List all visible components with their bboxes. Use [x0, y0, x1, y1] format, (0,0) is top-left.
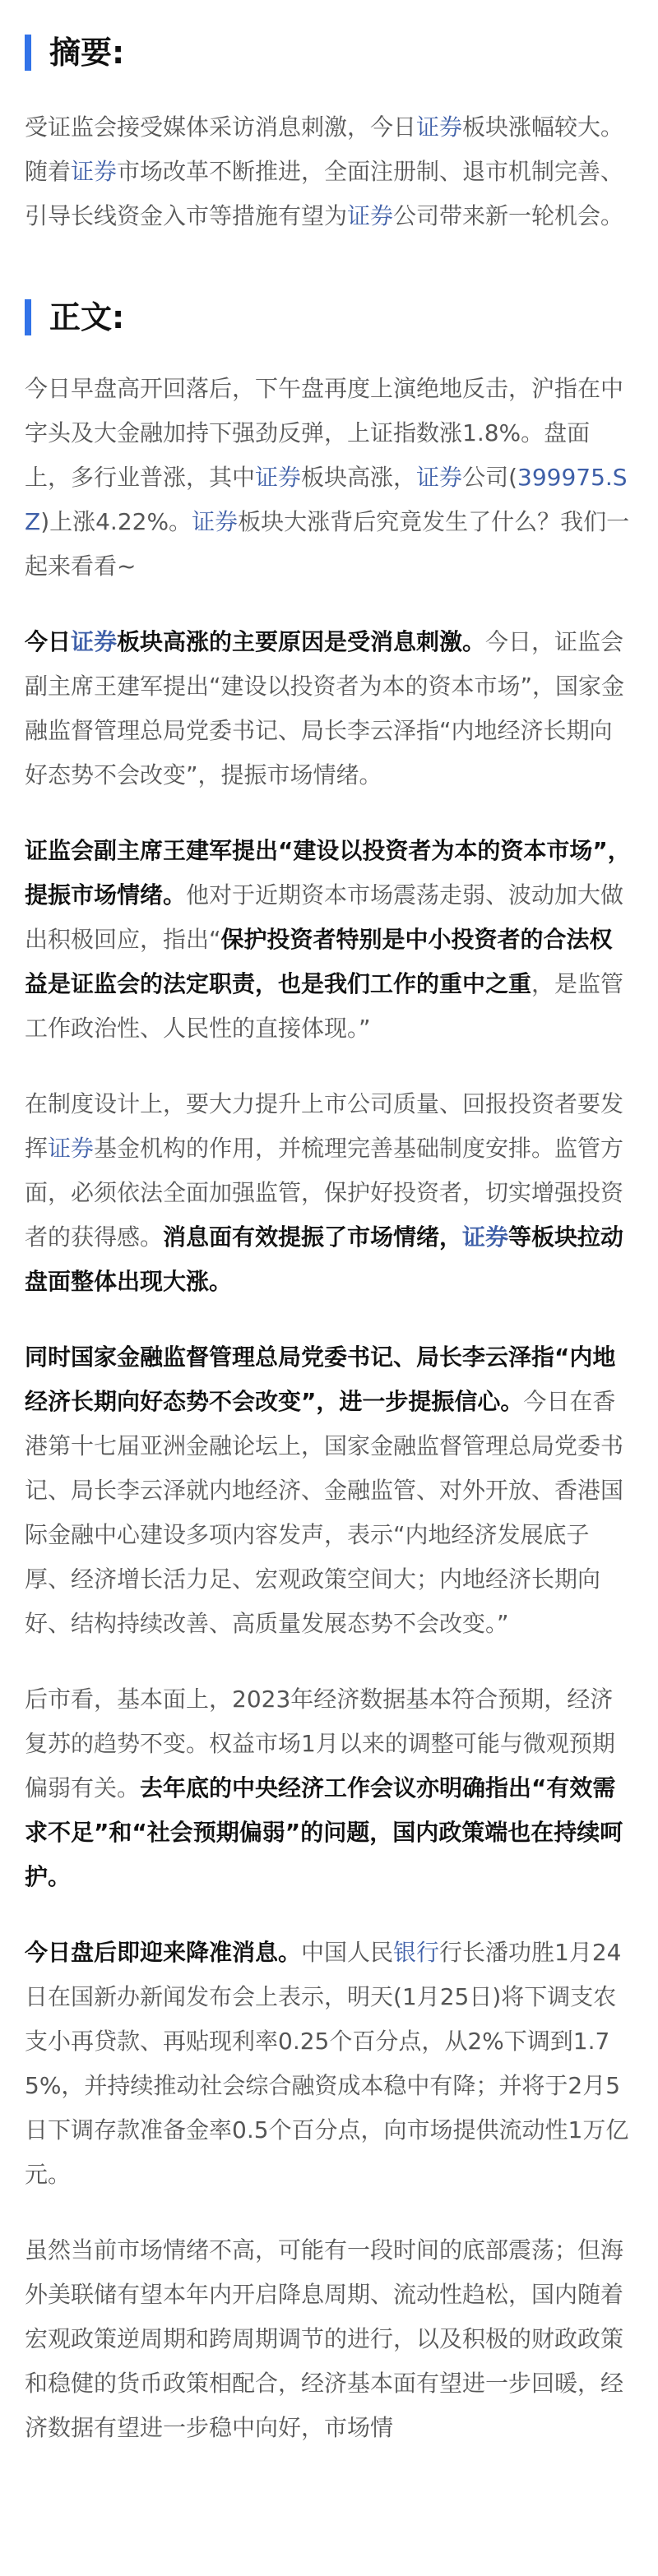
heading-accent-bar: [25, 299, 31, 335]
body-paragraph-8: 虽然当前市场情绪不高，可能有一段时间的底部震荡；但海外美联储有望本年内开启降息周期、流动性趋松，国内随着宏观政策逆周期和跨周期调节的进行，以及积极的财政政策和稳健的货币政策相配合，经济基本面有望进一步回暖，经济数据有望进一步稳中向好，市场情: [25, 2236, 624, 2441]
summary-title: 摘要:: [49, 35, 125, 71]
body-paragraph-7: 今日盘后即迎来降准消息。中国人民银行行长潘功胜1月24日在国新办新闻发布会上表示，明天(1月25日)将下调支农支小再贷款、再贴现利率0.25个百分点，从2%下调到1.75%，并持续推动社会综合融资成本稳中有降；并将于2月5日下调存款准备金率0.5个百分点，向市场提供流动性1万亿元。: [25, 1939, 629, 2188]
keyword-link[interactable]: 证券: [255, 464, 302, 491]
keyword-link[interactable]: 证券: [416, 113, 463, 141]
stock-code-link[interactable]: 399975.SZ: [25, 464, 628, 535]
keyword-link[interactable]: 证券: [347, 202, 394, 229]
keyword-link[interactable]: 证券: [416, 464, 463, 491]
body-heading: [25, 299, 633, 335]
keyword-link[interactable]: 证券: [48, 1135, 95, 1162]
keyword-link[interactable]: 证券: [71, 158, 118, 185]
keyword-link[interactable]: 证券: [192, 508, 239, 535]
summary-heading: [25, 0, 633, 71]
keyword-link[interactable]: 证券: [462, 1223, 509, 1251]
keyword-link[interactable]: 证券: [71, 628, 118, 655]
body-paragraph-4: 在制度设计上，要大力提升上市公司质量、回报投资者要发挥证券基金机构的作用，并梳理完善基础制度安排。监管方面，必须依法全面加强监管，保护好投资者，切实增强投资者的获得感。消息面有效提振了市场情绪，证券等板块拉动盘面整体出现大涨。: [25, 1090, 624, 1295]
summary-paragraph: 受证监会接受媒体采访消息刺激，今日证券板块涨幅较大。随着证券市场改革不断推进，全面注册制、退市机制完善、引导长线资金入市等措施有望为证券公司带来新一轮机会。: [25, 113, 624, 229]
body-paragraph-5: 同时国家金融监督管理总局党委书记、局长李云泽指“内地经济长期向好态势不会改变”，进一步提振信心。今日在香港第十七届亚洲金融论坛上，国家金融监督管理总局党委书记、局长李云泽就内地经济、金融监管、对外开放、香港国际金融中心建设多项内容发声，表示“内地经济发展底子厚、经济增长活力足、宏观政策空间大；内地经济长期向好、结构持续改善、高质量发展态势不会改变。”: [25, 1343, 624, 1637]
keyword-link[interactable]: 银行: [393, 1939, 440, 1966]
heading-accent-bar: [25, 35, 31, 71]
body-paragraph-3: 证监会副主席王建军提出“建设以投资者为本的资本市场”，提振市场情绪。他对于近期资本市场震荡走弱、波动加大做出积极回应，指出“保护投资者特别是中小投资者的合法权益是证监会的法定职责，也是我们工作的重中之重，是监管工作政治性、人民性的直接体现。”: [25, 837, 631, 1042]
body-title: 正文:: [49, 299, 125, 335]
body-paragraph-2: 今日证券板块高涨的主要原因是受消息刺激。今日，证监会副主席王建军提出“建设以投资者为本的资本市场”，国家金融监督管理总局党委书记、局长李云泽指“内地经济长期向好态势不会改变”，提振市场情绪。: [25, 628, 625, 789]
body-paragraph-6: 后市看，基本面上，2023年经济数据基本符合预期，经济复苏的趋势不变。权益市场1月以来的调整可能与微观预期偏弱有关。去年底的中央经济工作会议亦明确指出“有效需求不足”和“社会预期偏弱”的问题，国内政策端也在持续呵护。: [25, 1686, 623, 1890]
body-paragraph-1: 今日早盘高开回落后，下午盘再度上演绝地反击，沪指在中字头及大金融加持下强劲反弹，上证指数涨1.8%。盘面上，多行业普涨，其中证券板块高涨，证券公司(399975.SZ)上涨4.22%。证券板块大涨背后究竟发生了什么？我们一起来看看~: [25, 375, 630, 580]
